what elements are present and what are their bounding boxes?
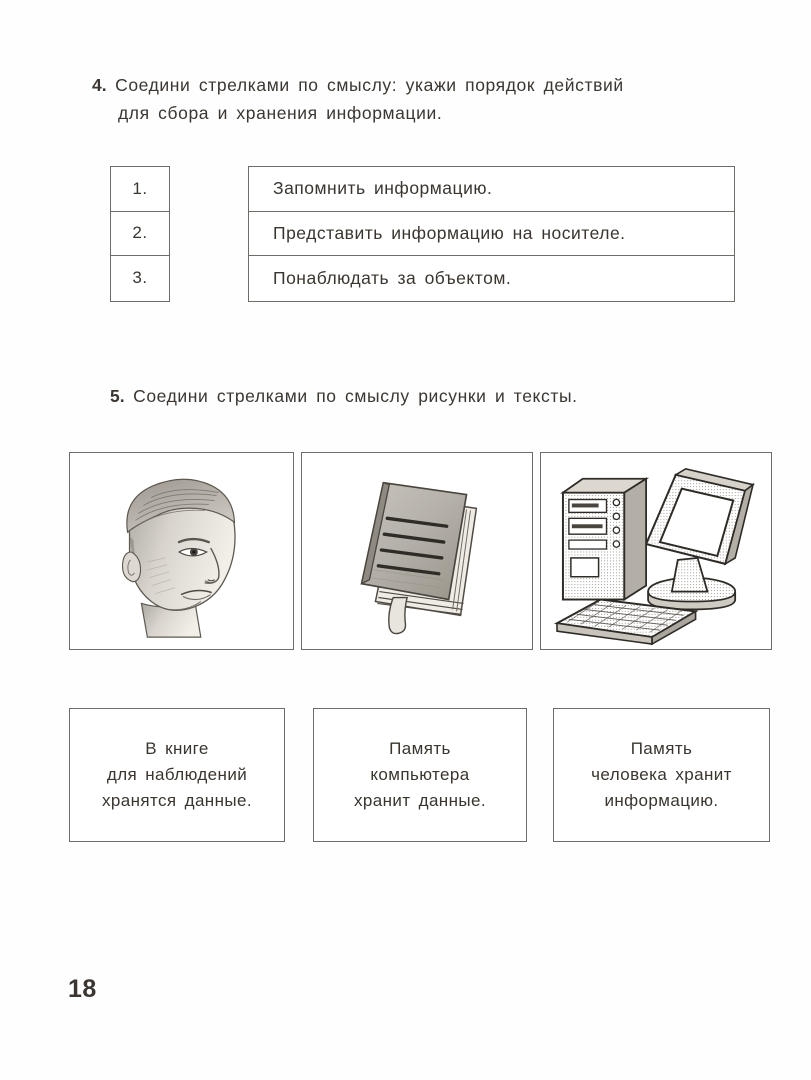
table-row[interactable] — [249, 212, 734, 257]
page-number: 18 — [68, 975, 97, 1003]
number-cell: 3. — [132, 268, 148, 288]
phrase-cell: Запомнить информацию. — [273, 178, 493, 199]
table-row[interactable] — [111, 256, 169, 301]
answer-line: компьютера — [370, 765, 470, 784]
table-row[interactable] — [111, 212, 169, 257]
table-row[interactable] — [249, 256, 734, 301]
answer-box-book[interactable] — [69, 708, 285, 842]
answer-box-human[interactable] — [553, 708, 770, 842]
picture-panel-computer[interactable] — [540, 452, 772, 650]
task-5-number: 5. — [110, 386, 125, 406]
task-4-number: 4. — [92, 75, 107, 95]
picture-panel-book[interactable] — [301, 452, 533, 650]
number-cell: 2. — [132, 223, 148, 243]
task-5-prompt: Соедини стрелками по смыслу рисунки и тексты. — [133, 386, 578, 406]
table-row[interactable] — [111, 167, 169, 212]
answer-line: информацию. — [604, 791, 719, 810]
task-4-prompt-line-1: Соедини стрелками по смыслу: укажи порядок действий — [115, 75, 624, 95]
task-5-heading — [110, 382, 790, 410]
phrase-cell: Понаблюдать за объектом. — [273, 267, 512, 288]
answer-line: человека хранит — [591, 765, 732, 784]
task-4-number-table — [110, 166, 170, 302]
task-4-phrase-table — [248, 166, 735, 302]
task-4-prompt-line-2: для сбора и хранения информации. — [118, 103, 443, 123]
answer-line: Память — [630, 739, 693, 758]
answer-text — [102, 736, 252, 814]
picture-panel-head[interactable] — [69, 452, 294, 650]
human-head-illustration — [70, 453, 293, 649]
answer-text — [591, 736, 732, 814]
table-row[interactable] — [249, 167, 734, 212]
answer-text — [354, 736, 486, 814]
number-cell: 1. — [132, 178, 148, 198]
answer-line: для наблюдений — [106, 765, 248, 784]
phrase-cell: Представить информацию на носителе. — [273, 222, 626, 243]
book-illustration — [302, 453, 532, 649]
answer-line: хранит данные. — [354, 791, 486, 810]
answer-line: В книге — [145, 739, 209, 758]
answer-line: Память — [389, 739, 451, 758]
computer-illustration — [541, 453, 771, 649]
answer-box-computer[interactable] — [313, 708, 527, 842]
answer-line: хранятся данные. — [102, 791, 252, 810]
task-4-heading — [92, 71, 782, 127]
